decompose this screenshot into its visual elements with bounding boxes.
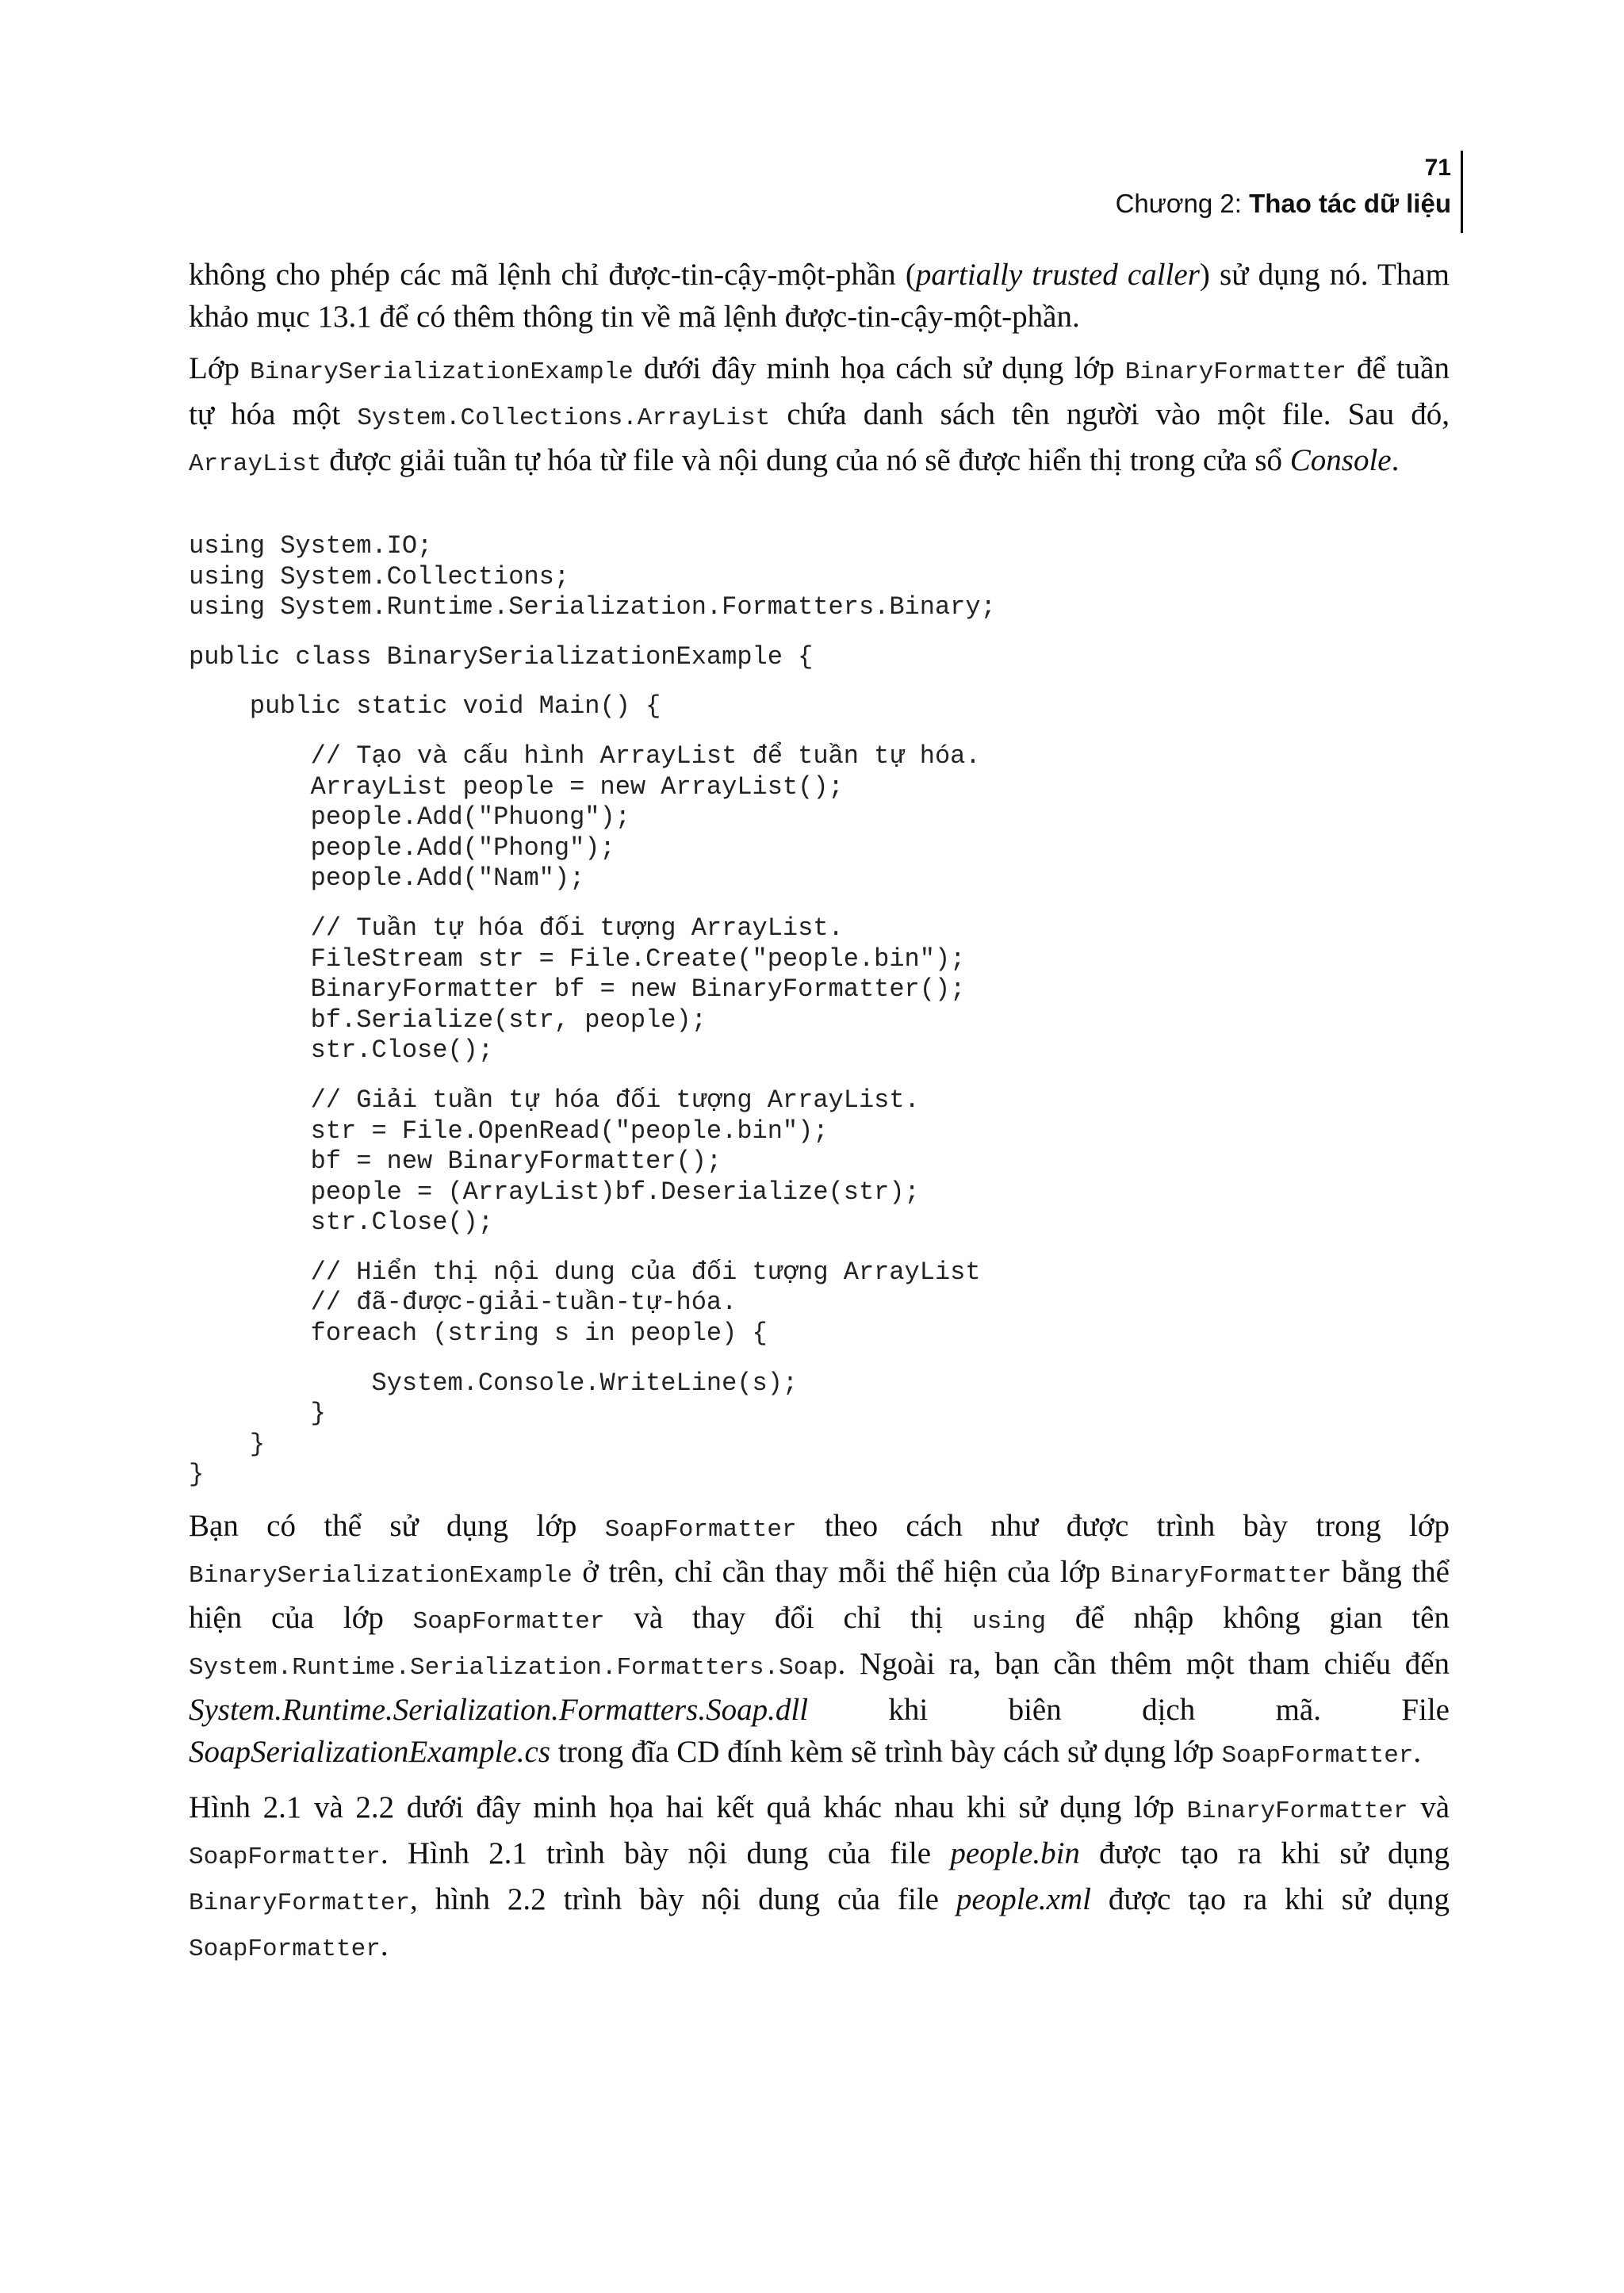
code-line: BinaryFormatter bf = new BinaryFormatter();: [189, 974, 966, 1005]
code-line: ArrayList people = new ArrayList();: [189, 771, 844, 802]
text-run: .: [1413, 1735, 1422, 1769]
text-run: để tuần tự hóa một: [189, 351, 1450, 431]
inline-code: BinaryFormatter: [189, 1889, 411, 1917]
closing-text: [189, 1505, 1450, 1980]
code-line: str = File.OpenRead("people.bin");: [189, 1116, 829, 1146]
code-line: // đã-được-giải-tuần-tự-hóa.: [189, 1288, 737, 1318]
paragraph-2: [189, 347, 1450, 485]
text-run: chứa danh sách tên người vào một file. Sau đó,: [770, 397, 1450, 431]
text-run: Lớp: [189, 351, 251, 385]
text-run: và thay đổi chỉ thị: [604, 1601, 972, 1635]
italic-term: people.bin: [950, 1836, 1080, 1870]
code-line: people.Add("Nam");: [189, 863, 585, 894]
text-run: . Hình 2.1 trình bày nội dung của file: [380, 1836, 951, 1870]
text-run: được tạo ra khi sử dụng: [1079, 1836, 1450, 1870]
inline-code: System.Collections.ArrayList: [357, 404, 771, 432]
italic-term: partially trusted caller: [915, 258, 1200, 292]
inline-code: SoapFormatter: [412, 1608, 605, 1636]
inline-code: SoapFormatter: [189, 1843, 381, 1871]
text-run: khi biên dịch mã. File: [808, 1693, 1450, 1727]
code-line: // Giải tuần tự hóa đối tượng ArrayList.: [189, 1085, 920, 1115]
code-listing: [189, 531, 996, 1491]
italic-term: people.xml: [956, 1882, 1091, 1916]
italic-term: Console: [1289, 443, 1392, 477]
code-line: using System.Collections;: [189, 561, 570, 591]
inline-code: SoapFormatter: [604, 1516, 797, 1544]
code-line: people.Add("Phuong");: [189, 802, 630, 833]
code-line: // Hiển thị nội dung của đối tượng ArrayList: [189, 1257, 981, 1287]
inline-code: SoapFormatter: [189, 1935, 381, 1963]
intro-text: [189, 254, 1450, 495]
inline-code: SoapFormatter: [1221, 1742, 1414, 1770]
code-line: FileStream str = File.Create("people.bin");: [189, 944, 966, 974]
paragraph-3: [189, 1505, 1450, 1777]
inline-code: BinarySerializationExample: [189, 1562, 573, 1590]
inline-code: BinaryFormatter: [1186, 1797, 1408, 1825]
italic-term: SoapSerializationExample.cs: [189, 1735, 551, 1769]
code-line: bf.Serialize(str, people);: [189, 1005, 707, 1035]
code-line: str.Close();: [189, 1035, 494, 1066]
code-line: }: [189, 1399, 326, 1429]
text-run: . Ngoài ra, bạn cần thêm một tham chiếu đến: [837, 1647, 1450, 1681]
text-run: bằng thể hiện của lớp: [189, 1555, 1450, 1635]
header-rule: [1461, 151, 1463, 233]
text-run: .: [380, 1928, 389, 1962]
inline-code: ArrayList: [189, 450, 322, 478]
paragraph-4: [189, 1786, 1450, 1970]
inline-code: BinaryFormatter: [1110, 1562, 1332, 1590]
code-line: // Tuần tự hóa đối tượng ArrayList.: [189, 913, 844, 943]
code-line: public static void Main() {: [189, 691, 661, 722]
chapter-title: [1116, 184, 1451, 224]
code-line: foreach (string s in people) {: [189, 1319, 768, 1349]
text-run: theo cách như được trình bày trong lớp: [796, 1509, 1450, 1543]
italic-term: System.Runtime.Serialization.Formatters.Soap.dll: [189, 1693, 809, 1727]
text-run: và: [1408, 1790, 1450, 1824]
text-run: để nhập không gian tên: [1046, 1601, 1450, 1635]
inline-code: using: [972, 1608, 1047, 1636]
code-line: bf = new BinaryFormatter();: [189, 1146, 722, 1177]
page-number: 71: [1424, 155, 1451, 181]
code-line: System.Console.WriteLine(s);: [189, 1368, 799, 1398]
code-line: using System.IO;: [189, 531, 433, 561]
text-run: Hình 2.1 và 2.2 dưới đây minh họa hai kết quả khác nhau khi sử dụng lớp: [189, 1790, 1187, 1824]
text-run: ) sử dụng nó. Tham khảo mục 13.1 để có thêm thông tin về mã lệnh được-tin-cậy-một-phần.: [189, 258, 1450, 334]
text-run: trong đĩa CD đính kèm sẽ trình bày cách sử dụng lớp: [550, 1735, 1222, 1769]
text-run: ở trên, chỉ cần thay mỗi thể hiện của lớp: [572, 1555, 1111, 1589]
code-line: }: [189, 1460, 205, 1490]
inline-code: BinarySerializationExample: [250, 358, 634, 386]
text-run: không cho phép các mã lệnh chỉ được-tin-cậy-một-phần (: [189, 258, 916, 292]
code-line: // Tạo và cấu hình ArrayList để tuần tự hóa.: [189, 741, 981, 771]
chapter-name: Thao tác dữ liệu: [1249, 189, 1451, 218]
code-line: people.Add("Phong");: [189, 833, 615, 863]
text-run: , hình 2.2 trình bày nội dung của file: [410, 1882, 956, 1916]
text-run: được tạo ra khi sử dụng: [1090, 1882, 1450, 1916]
code-line: people = (ArrayList)bf.Deserialize(str);: [189, 1177, 920, 1207]
inline-code: BinaryFormatter: [1124, 358, 1346, 386]
code-line: str.Close();: [189, 1208, 494, 1238]
page-header: [1116, 152, 1451, 224]
paragraph-1: [189, 254, 1450, 338]
text-run: được giải tuần tự hóa từ file và nội dung của nó sẽ được hiển thị trong cửa sổ: [321, 443, 1290, 477]
inline-code: System.Runtime.Serialization.Formatters.Soap: [189, 1654, 838, 1682]
chapter-prefix: Chương 2:: [1115, 189, 1250, 218]
code-line: }: [189, 1429, 266, 1459]
code-line: using System.Runtime.Serialization.Formatters.Binary;: [189, 592, 996, 622]
text-run: Bạn có thể sử dụng lớp: [189, 1509, 605, 1543]
code-line: public class BinarySerializationExample {: [189, 641, 814, 672]
text-run: dưới đây minh họa cách sử dụng lớp: [633, 351, 1125, 385]
text-run: .: [1391, 443, 1400, 477]
